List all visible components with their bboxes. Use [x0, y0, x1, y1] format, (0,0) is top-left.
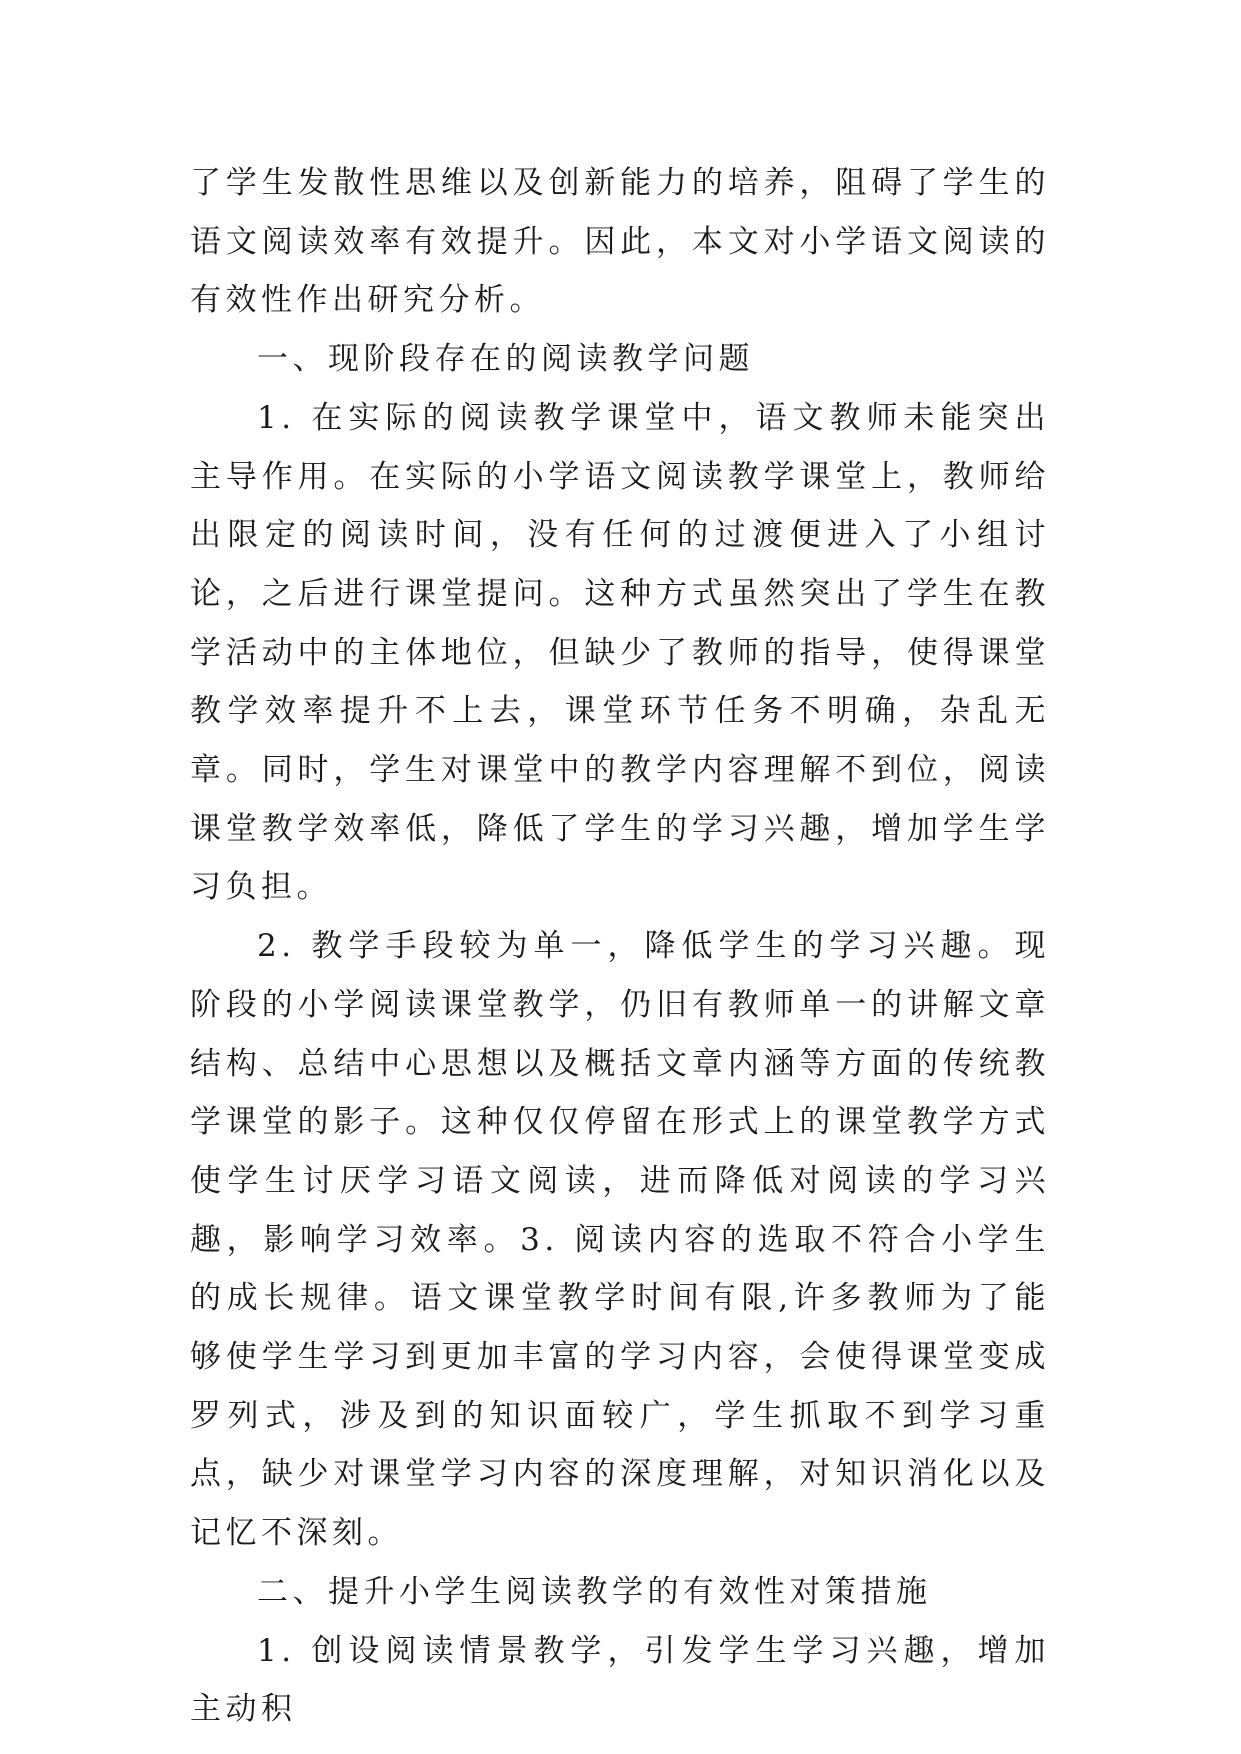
section-heading-2: 二、提升小学生阅读教学的有效性对策措施	[257, 1573, 932, 1610]
document-page	[190, 154, 1050, 1739]
paragraph-1: 1. 在实际的阅读教学课堂中，语文教师未能突出主导作用。在实际的小学语文阅读教学课堂上，教师给出限定的阅读时间，没有任何的过渡便进入了小组讨论，之后进行课堂提问。这种方式虽然突出了学生在教学活动中的主体地位，但缺少了教师的指导，使得课堂教学效率提升不上去，课堂环节任务不明确，杂乱无章。同时，学生对课堂中的教学内容理解不到位，阅读课堂教学效率低，降低了学生的学习兴趣，增加学生学习负担。	[190, 399, 1050, 906]
paragraph-2: 2. 教学手段较为单一，降低学生的学习兴趣。现阶段的小学阅读课堂教学，仍旧有教师单一的讲解文章结构、总结中心思想以及概括文章内涵等方面的传统教学课堂的影子。这种仅仅停留在形式上的课堂教学方式使学生讨厌学习语文阅读，进而降低对阅读的学习兴趣，影响学习效率。3. 阅读内容的选取不符合小学生的成长规律。语文课堂教学时间有限,许多教师为了能够使学生学习到更加丰富的学习内容，会使得课堂变成罗列式，涉及到的知识面较广，学生抓取不到学习重点，缺少对课堂学习内容的深度理解，对知识消化以及记忆不深刻。	[190, 928, 1050, 1552]
paragraph-intro-continued: 了学生发散性思维以及创新能力的培养，阻碍了学生的语文阅读效率有效提升。因此，本文对小学语文阅读的有效性作出研究分析。	[190, 165, 1050, 319]
section-heading-1: 一、现阶段存在的阅读教学问题	[257, 341, 754, 378]
paragraph-3: 1. 创设阅读情景教学，引发学生学习兴趣，增加主动积	[190, 1632, 1050, 1728]
